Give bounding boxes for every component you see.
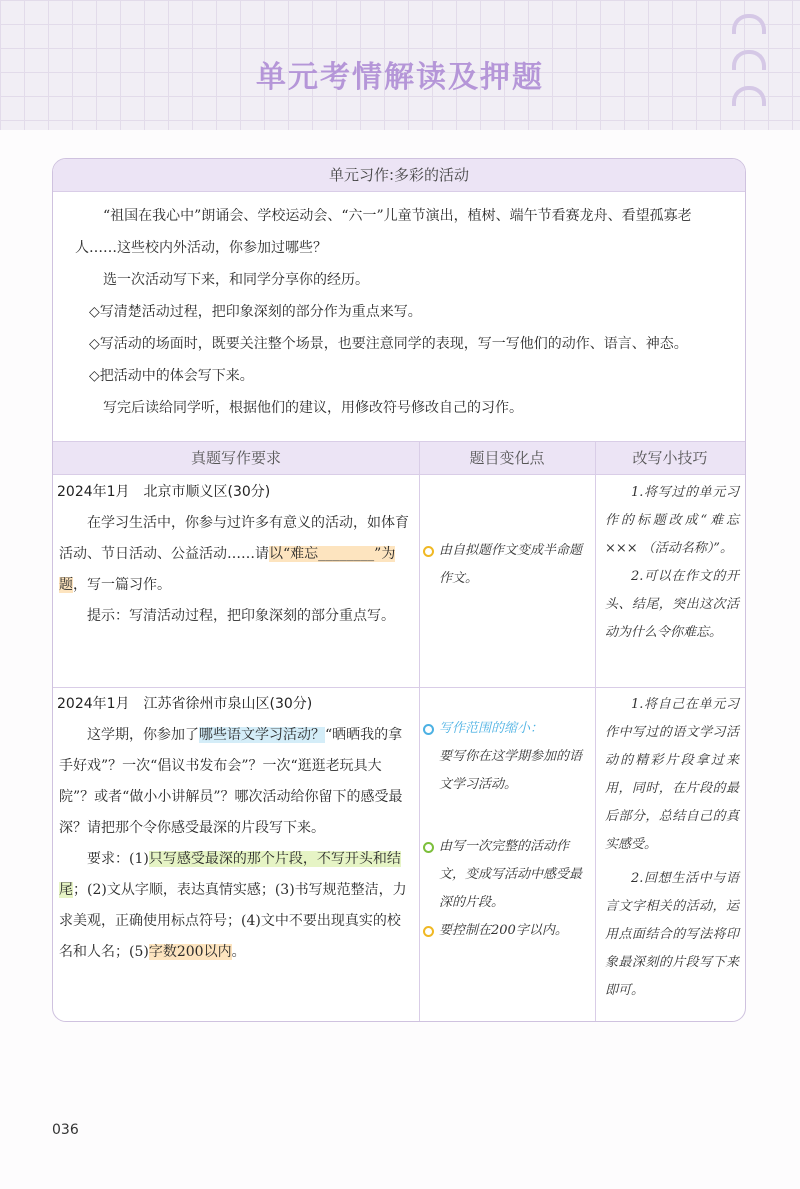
requirement-list: 要求：(1)只写感受最深的那个片段，不写开头和结尾；(2)文从字顺，表达真情实感；(3)书写规范整洁，力求美观，正确使用标点符号；(4)文中不要出现真实的校名和人名；(5)字数200以内。 (59, 851, 407, 960)
tip-text: 2.回想生活中与语言文字相关的活动，运用点面结合的写法将印象最深刻的片段写下来即可。 (605, 871, 739, 998)
circle-bullet-icon (423, 724, 434, 735)
change-item: 由写一次完整的活动作文，变成写活动中感受最深的片段。 (423, 833, 593, 917)
tip-text: 1.将自己在单元习作中写过的语文学习活动的精彩片段拿过来用，同时，在片段的最后部分，总结自己的真实感受。 (605, 697, 739, 852)
intro-para: ◇把活动中的体会写下来。 (89, 368, 254, 384)
exam-source: 2024年1月 北京市顺义区(30分) (57, 484, 271, 500)
requirement-text: 在学习生活中，你参与过许多有意义的活动，如体育活动、节日活动、公益活动……请以“难忘________”为题，写一篇习作。 (59, 515, 409, 593)
change-item: 写作范围的缩小： 要写你在这学期参加的语文学习活动。 (423, 715, 593, 799)
hint-text: 提示：写清活动过程，把印象深刻的部分重点写。 (87, 608, 395, 624)
circle-bullet-icon (423, 546, 434, 557)
intro-para: ◇写清楚活动过程，把印象深刻的部分作为重点来写。 (89, 304, 422, 320)
column-header-requirements: 真题写作要求 (190, 449, 281, 467)
column-header-tips: 改写小技巧 (632, 449, 708, 467)
row1-tips (605, 479, 739, 647)
unit-heading: 单元习作:多彩的活动 (53, 159, 745, 192)
tip-text: 2.可以在作文的开头、结尾，突出这次活动为什么令你难忘。 (605, 569, 739, 640)
row-divider (53, 687, 745, 688)
row1-requirements (59, 477, 409, 632)
intro-para: 写完后读给同学听，根据他们的建议，用修改符号修改自己的习作。 (103, 400, 523, 416)
circle-bullet-icon (423, 842, 434, 853)
column-divider (595, 441, 596, 1021)
circle-bullet-icon (423, 926, 434, 937)
content-card (52, 158, 746, 1022)
table-header (53, 441, 745, 475)
row2-requirements (59, 689, 409, 968)
page-number: 036 (52, 1122, 79, 1138)
column-header-changes: 题目变化点 (469, 449, 545, 467)
column-divider (419, 441, 420, 1021)
intro-para: “祖国在我心中”朗诵会、学校运动会、“六一”儿童节演出，植树、端午节看赛龙舟、看望孤寡老人……这些校内外活动，你参加过哪些？ (75, 208, 692, 256)
row2-changes (423, 715, 593, 945)
unit-intro (53, 192, 745, 424)
tip-text: 1.将写过的单元习作的标题改成“难忘 ××× （活动名称）”。 (605, 485, 739, 556)
exam-source: 2024年1月 江苏省徐州市泉山区(30分) (57, 696, 313, 712)
change-item: 由自拟题作文变成半命题作文。 (423, 537, 593, 593)
page-title: 单元考情解读及押题 (256, 60, 544, 95)
intro-para: ◇写活动的场面时，既要关注整个场景，也要注意同学的表现，写一写他们的动作、语言、神态。 (89, 336, 688, 352)
requirement-text: 这学期，你参加了哪些语文学习活动？“晒晒我的拿手好戏”？一次“倡议书发布会”？一次“逛逛老玩具大院”？或者“做小小讲解员”？哪次活动给你留下的感受最深？请把那个令你感受最深的片段写下来。 (59, 727, 403, 836)
change-item: 要控制在200字以内。 (423, 917, 593, 945)
row1-changes (423, 537, 593, 593)
row2-tips (605, 691, 739, 1005)
intro-para: 选一次活动写下来，和同学分享你的经历。 (103, 272, 369, 288)
